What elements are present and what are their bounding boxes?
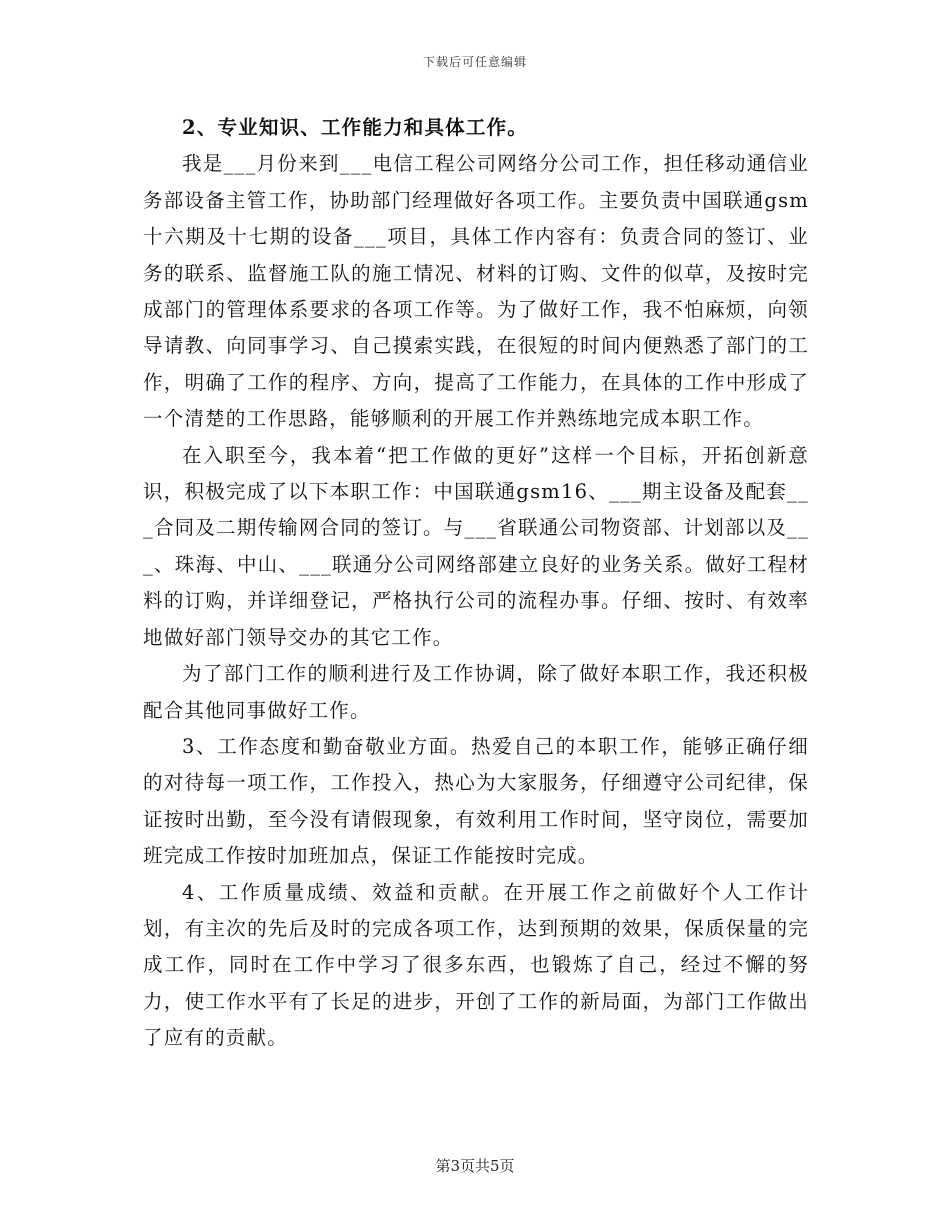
page-number: 第3页共5页 <box>435 1157 515 1175</box>
paragraph-5: 4、工作质量成绩、效益和贡献。在开展工作之前做好个人工作计划，有主次的先后及时的完成各项工作，达到预期的效果，保质保量的完成工作，同时在工作中学习了很多东西，也锻炼了自己，经过不懈的努力，使工作水平有了长足的进步，开创了工作的新局面，为部门工作做出了应有的贡献。 <box>143 880 809 1050</box>
paragraph-2: 在入职至今，我本着“把工作做的更好”这样一个目标，开拓创新意识，积极完成了以下本职工作：中国联通gsm16、___期主设备及配套___合同及二期传输网合同的签订。与___省联通公司物资部、计划部以及___、珠海、中山、___联通分公司网络部建立良好的业务关系。做好工程材料的订购，并详细登记，严格执行公司的流程办事。仔细、按时、有效率地做好部门领导交办的其它工作。 <box>143 443 810 649</box>
section-heading: 2、专业知识、工作能力和具体工作。 <box>182 116 528 139</box>
document-body <box>143 110 809 1057</box>
page-header: 下载后可任意编辑 <box>422 55 527 69</box>
paragraph-4: 3、工作态度和勤奋敬业方面。热爱自己的本职工作，能够正确仔细的对待每一项工作，工作投入，热心为大家服务，仔细遵守公司纪律，保证按时出勤，至今没有请假现象，有效利用工作时间，坚守岗位，需要加班完成工作按时加班加点，保证工作能按时完成。 <box>143 734 809 868</box>
paragraph-1: 我是___月份来到___电信工程公司网络分公司工作，担任移动通信业务部设备主管工作，协助部门经理做好各项工作。主要负责中国联通gsm十六期及十七期的设备___项目，具体工作内容有：负责合同的签订、业务的联系、监督施工队的施工情况、材料的订购、文件的似草，及按时完成部门的管理体系要求的各项工作等。为了做好工作，我不怕麻烦，向领导请教、向同事学习、自己摸索实践，在很短的时间内便熟悉了部门的工作，明确了工作的程序、方向，提高了工作能力，在具体的工作中形成了一个清楚的工作思路，能够顺利的开展工作并熟练地完成本职工作。 <box>143 152 809 431</box>
paragraph-3: 为了部门工作的顺利进行及工作协调，除了做好本职工作，我还积极配合其他同事做好工作。 <box>143 662 809 722</box>
